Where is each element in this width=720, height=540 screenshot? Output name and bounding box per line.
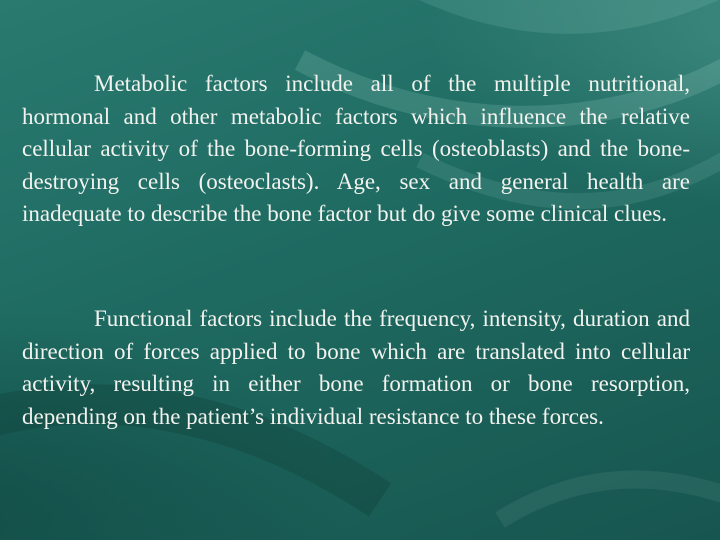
paragraph-metabolic-factors: Metabolic factors include all of the multiple nutritional, hormonal and other metabolic factors which influence the relative cellular activity of the bone-forming cells (osteoblasts) and the bone-destroying cells (osteoclasts). Age, sex and general health are inadequate to describe the bone factor but do give some clinical clues.	[22, 71, 690, 227]
paragraph-functional-factors: Functional factors include the frequency, intensity, duration and direction of forces applied to bone which are translated into cellular activity, resulting in either bone formation or bone resorption, depending on the patient’s individual resistance to these forces.	[22, 306, 690, 429]
